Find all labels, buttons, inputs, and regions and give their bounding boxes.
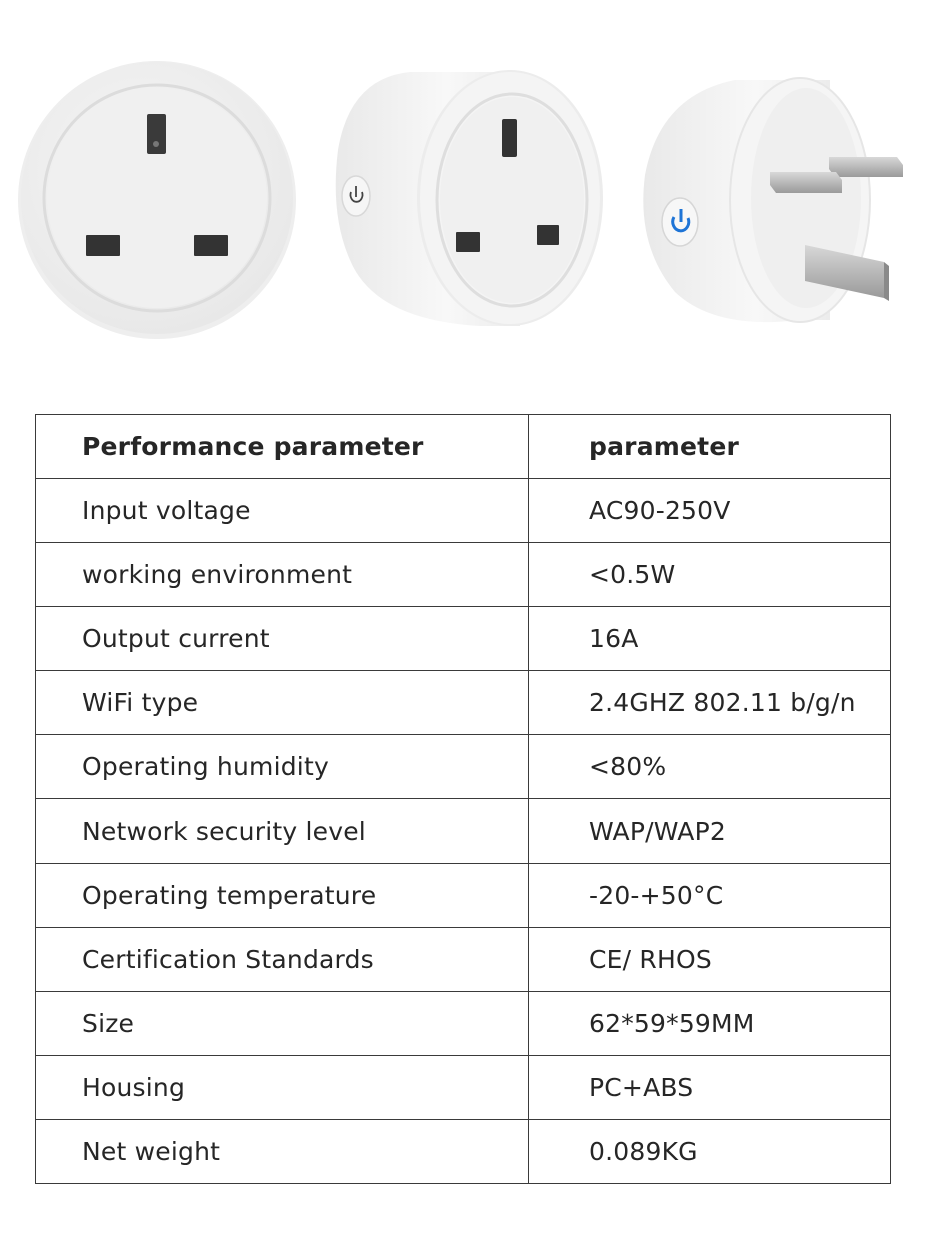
table-row [36,671,891,735]
table-row [36,863,891,927]
param-cell: working environment [36,543,529,607]
param-cell: Certification Standards [36,927,529,991]
neutral-slot-icon [194,235,228,256]
smart-plug-front-view [18,61,296,339]
param-cell: Operating humidity [36,735,529,799]
param-cell: Output current [36,607,529,671]
smart-plug-back-view [643,78,903,322]
smart-plug-angled-view [336,70,603,326]
value-cell: <80% [529,735,891,799]
table-row [36,543,891,607]
value-cell: AC90-250V [529,479,891,543]
param-cell: Net weight [36,1119,529,1183]
value-cell: WAP/WAP2 [529,799,891,863]
product-images [0,0,928,380]
value-cell: <0.5W [529,543,891,607]
table-row [36,735,891,799]
table-row [36,1055,891,1119]
power-button-icon [342,176,370,216]
earth-slot-icon [147,114,166,154]
value-cell: 0.089KG [529,1119,891,1183]
table-header-row [36,415,891,479]
value-cell: CE/ RHOS [529,927,891,991]
table-row [36,479,891,543]
neutral-slot-icon [537,225,559,245]
table-row [36,607,891,671]
spec-table [35,414,891,1184]
param-cell: Network security level [36,799,529,863]
value-cell: PC+ABS [529,1055,891,1119]
param-cell: Housing [36,1055,529,1119]
value-cell: 2.4GHZ 802.11 b/g/n [529,671,891,735]
earth-slot-icon [502,119,517,157]
param-cell: Operating temperature [36,863,529,927]
value-cell: -20-+50°C [529,863,891,927]
live-slot-icon [456,232,480,252]
table-row [36,927,891,991]
table-row [36,991,891,1055]
live-slot-icon [86,235,120,256]
param-cell: WiFi type [36,671,529,735]
param-cell: Input voltage [36,479,529,543]
table-row [36,1119,891,1183]
header-value: parameter [529,415,891,479]
value-cell: 62*59*59MM [529,991,891,1055]
product-images-svg [0,0,928,380]
param-cell: Size [36,991,529,1055]
value-cell: 16A [529,607,891,671]
table-row [36,799,891,863]
power-button-icon [662,198,698,246]
header-param: Performance parameter [36,415,529,479]
